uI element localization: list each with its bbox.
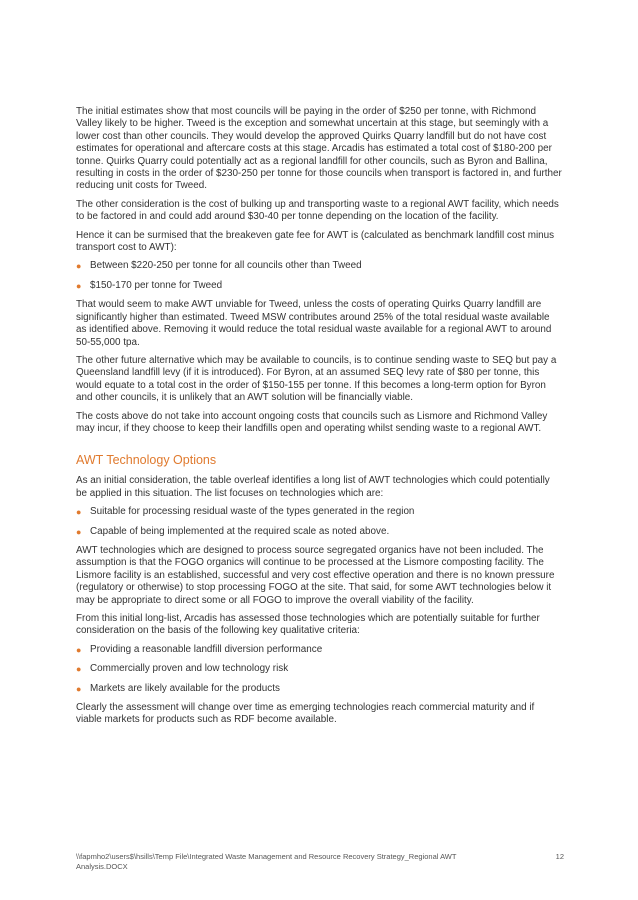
list-item: ● Suitable for processing residual waste of the types generated in the region	[76, 506, 415, 518]
bullet-icon: ●	[76, 644, 82, 655]
paragraph: As an initial consideration, the table overleaf identifies a long list of AWT technologies which could potentially be applied in this situation. The list focuses on technologies which are:	[76, 475, 550, 499]
paragraph: The other consideration is the cost of bulking up and transporting waste to a regional AWT facility, which needs to be factored in and could add around $30-40 per tonne depending on the location of the facility.	[76, 198, 559, 223]
paragraph: From this initial long-list, Arcadis has assessed those technologies which are potentially suitable for further consideration on the basis of the following key qualitative criteria:	[76, 613, 540, 637]
paragraph: AWT technologies which are designed to process source segregated organics have not been included. The assumption is that the FOGO organics will continue to be processed at the Lismore composting facility. The Lismore facility is an established, successful and very cost effective operation and there is no known pressure (regulatory or otherwise) to stop processing FOGO at the site. That said, for some AWT technologies below it may be appropriate to direct some or all FOGO to improve the overall viability of the facility.	[76, 544, 555, 606]
list-item: ● Providing a reasonable landfill diversion performance	[76, 643, 323, 655]
footer-file-path: \\fapmho2\users$\hsills\Temp File\Integrated Waste Management and Resource Recovery Strategy_Regional AWT Analysis.DOCX	[76, 852, 457, 871]
list-item: ● Commercially proven and low technology risk	[76, 663, 289, 675]
bullet-icon: ●	[76, 280, 82, 291]
page-body	[76, 106, 562, 733]
bullet-list	[76, 506, 562, 538]
list-item: ● Markets are likely available for the products	[76, 682, 280, 694]
bullet-icon: ●	[76, 683, 82, 694]
list-item: ● Capable of being implemented at the required scale as noted above.	[76, 525, 390, 537]
bullet-icon: ●	[76, 507, 82, 518]
bullet-list	[76, 644, 562, 695]
paragraph: Clearly the assessment will change over time as emerging technologies reach commercial maturity and if viable markets for products such as RDF become available.	[76, 702, 535, 726]
section-heading: AWT Technology Options	[76, 453, 217, 468]
paragraph: Hence it can be surmised that the breakeven gate fee for AWT is (calculated as benchmark landfill cost minus transport cost to AWT):	[76, 229, 555, 254]
list-item: ● $150-170 per tonne for Tweed	[76, 279, 223, 291]
bullet-icon: ●	[76, 664, 82, 675]
page-number: 12	[555, 852, 564, 861]
page-footer	[76, 852, 562, 871]
paragraph: The initial estimates show that most councils will be paying in the order of $250 per tonne, with Richmond Valley likely to be higher. Tweed is the exception and somewhat uncertain at this stage, but seemingly with a lower cost than other councils. They would develop the approved Quirks Quarry landfill but do not have cost estimates for operational and aftercare costs at this stage. Arcadis has estimated a total cost of $180-200 per tonne. Quirks Quarry could potentially act as a regional landfill for other councils, such as Byron and Ballina, resulting in costs in the order of $230-250 per tonne for those councils when transport is factored in, and further reducing unit costs for Tweed.	[76, 106, 562, 192]
bullet-icon: ●	[76, 261, 82, 272]
bullet-list	[76, 260, 562, 292]
paragraph: The costs above do not take into account ongoing costs that councils such as Lismore and Richmond Valley may incur, if they choose to keep their landfills open and operating whilst sending waste to a regional AWT.	[76, 410, 548, 434]
paragraph: That would seem to make AWT unviable for Tweed, unless the costs of operating Quirks Quarry landfill are significantly higher than estimated. Tweed MSW contributes around 25% of the total residual waste available as identified above. Removing it would reduce the total residual waste available for a regional AWT to around 50-55,000 tpa.	[76, 299, 552, 348]
list-item: ● Between $220-250 per tonne for all councils other than Tweed	[76, 260, 362, 272]
bullet-icon: ●	[76, 526, 82, 537]
paragraph: The other future alternative which may be available to councils, is to continue sending waste to SEQ but pay a Queensland landfill levy (if it is introduced). For Byron, at an assumed SEQ levy rate of $80 per tonne, this would equate to a total cost in the order of $150-155 per tonne. If this becomes a long-term option for Byron and other councils, it is unlikely that an AWT solution will be financially viable.	[76, 354, 557, 404]
